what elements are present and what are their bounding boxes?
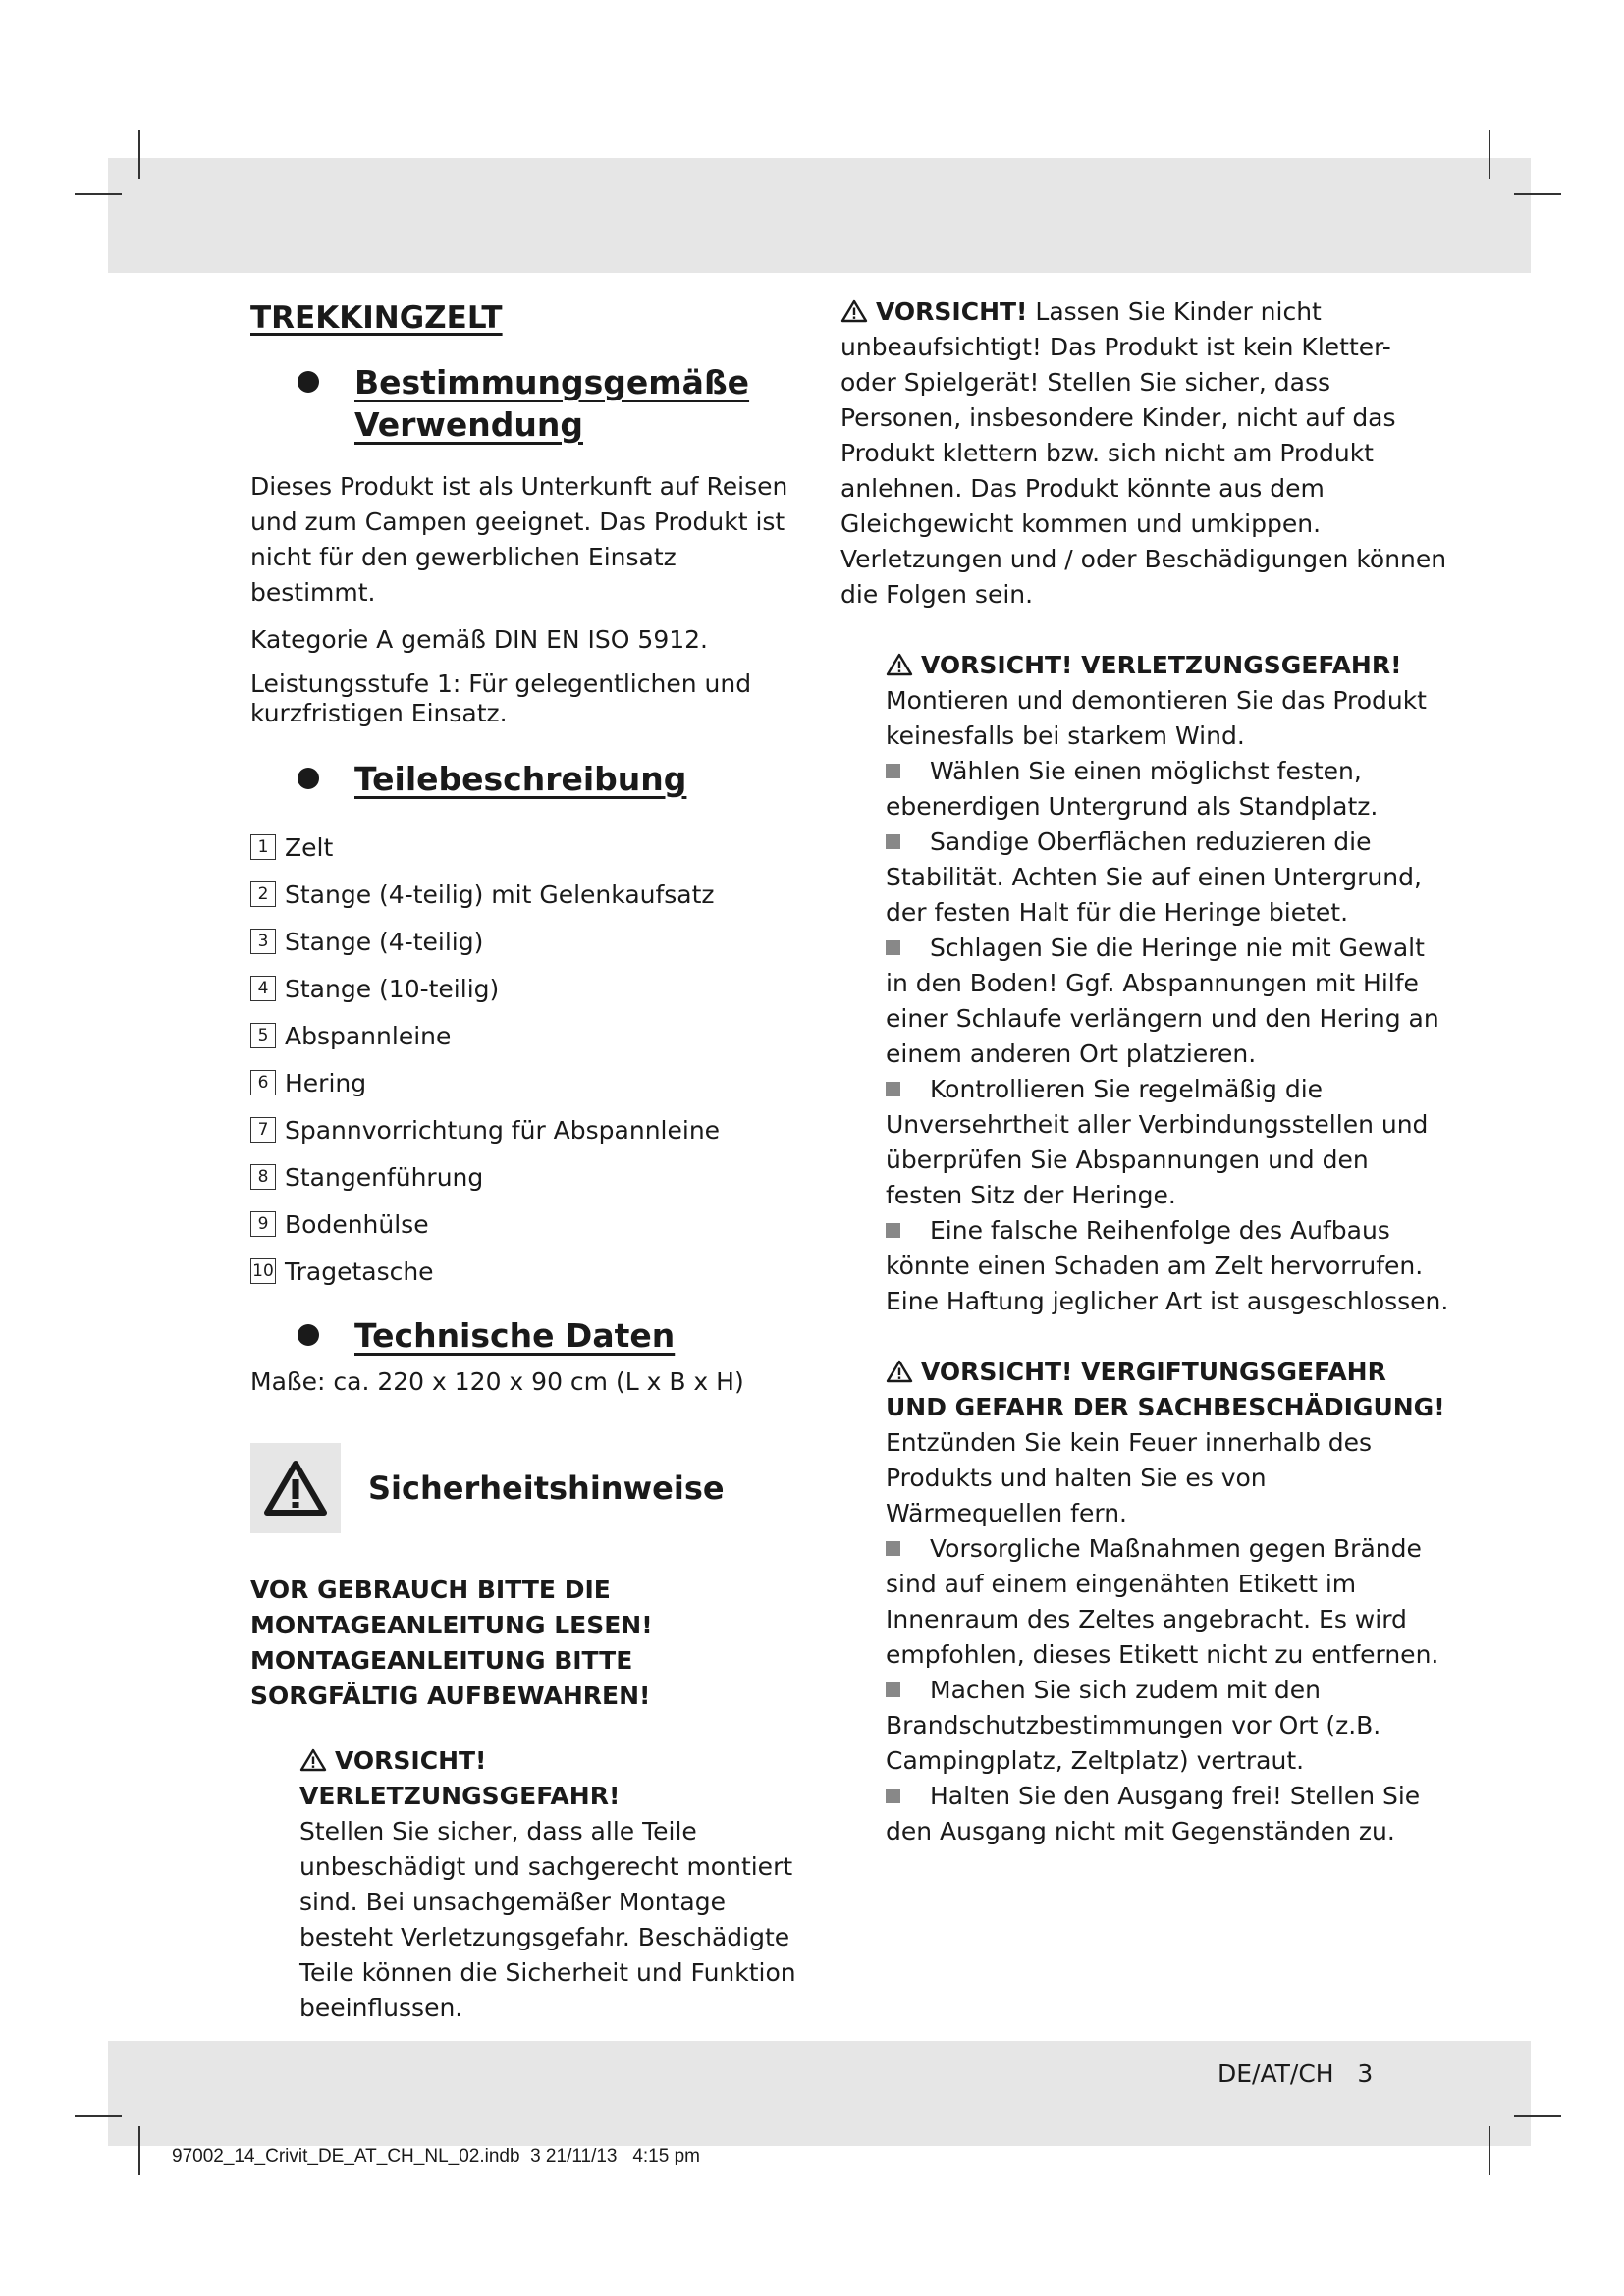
list-item	[886, 754, 1449, 825]
square-bullet-icon	[886, 1223, 900, 1238]
part-number: 10	[250, 1258, 276, 1284]
crop-mark	[138, 2126, 140, 2175]
right-column	[840, 294, 1449, 1885]
section-heading-usage	[298, 361, 800, 446]
part-label: Stange (10-teilig)	[285, 974, 500, 1003]
warning-text: Lassen Sie Kinder nicht unbeaufsichtigt! Das Produkt ist kein Kletter- oder Spielgerät! Stellen Sie sicher, dass Personen, insbesondere Kinder, nicht auf das Produkt klettern bzw. sich nicht am Produkt anlehnen. Das Produkt könnte aus dem Gleichgewicht kommen und umkippen. Verletzungen und / oder Beschädigungen können die Folgen sein.	[840, 297, 1447, 609]
list-item	[886, 1072, 1449, 1213]
warning-heading-text: VORSICHT! VERLETZUNGSGEFAHR!	[921, 651, 1402, 679]
warning-block	[886, 648, 1449, 1319]
list-item	[250, 1248, 800, 1295]
list-item	[886, 1779, 1449, 1849]
section-heading-tech	[298, 1314, 800, 1357]
part-number: 9	[250, 1211, 276, 1237]
list-item	[250, 1059, 800, 1106]
square-bullet-icon	[886, 764, 900, 778]
warning-text: Stellen Sie sicher, dass alle Teile unbeschädigt und sachgerecht montiert sind. Bei unsachgemäßer Montage besteht Verletzungsgefahr. Beschädigte Teile können die Sicherheit und Funktion beeinflussen.	[299, 1817, 796, 2022]
page-title: TREKKINGZELT	[250, 300, 503, 336]
warning-block	[840, 294, 1449, 613]
square-bullet-icon	[886, 1541, 900, 1556]
list-item	[886, 931, 1449, 1072]
list-item	[250, 1201, 800, 1248]
part-number: 4	[250, 976, 276, 1001]
crop-mark	[75, 193, 122, 195]
warning-heading: VORSICHT! VERGIFTUNGSGEFAHR UND GEFAHR DER SACHBESCHÄDIGUNG!	[886, 1358, 1445, 1421]
section-heading-parts	[298, 758, 800, 800]
part-number: 8	[250, 1164, 276, 1190]
crop-mark	[138, 130, 140, 179]
list-item	[886, 1531, 1449, 1673]
square-bullet-icon	[886, 940, 900, 955]
crop-mark	[75, 2115, 122, 2117]
warning-heading-text: VORSICHT! VERLETZUNGSGEFAHR!	[299, 1746, 621, 1810]
read-instructions-notice: VOR GEBRAUCH BITTE DIE MONTAGEANLEITUNG LESEN!	[250, 1575, 653, 1639]
print-slug: 97002_14_Crivit_DE_AT_CH_NL_02.indb 3 21/11/13 4:15 pm	[172, 2146, 700, 2166]
list-item-text: Kontrollieren Sie regelmäßig die Unversehrtheit aller Verbindungsstellen und überprüfen Sie Abspannungen und den festen Sitz der Heringe.	[886, 1075, 1429, 1209]
list-item	[250, 871, 800, 918]
part-number: 1	[250, 834, 276, 860]
warning-text: Entzünden Sie kein Feuer innerhalb des Produkts und halten Sie es von Wärmequellen fern.	[886, 1428, 1373, 1527]
crop-mark	[1489, 2126, 1490, 2175]
list-item	[250, 824, 800, 871]
part-label: Stange (4-teilig)	[285, 927, 484, 956]
crop-mark	[1489, 130, 1490, 179]
part-label: Stangenführung	[285, 1162, 484, 1192]
warning-heading	[886, 648, 1449, 683]
list-item	[886, 1673, 1449, 1779]
bullet-icon	[298, 768, 319, 789]
warning-triangle-icon	[840, 299, 868, 323]
crop-mark	[1514, 193, 1561, 195]
left-column	[250, 294, 800, 2038]
list-item	[250, 1106, 800, 1153]
part-label: Abspannleine	[285, 1021, 452, 1050]
list-item-text: Wählen Sie einen möglichst festen, ebenerdigen Untergrund als Standplatz.	[886, 757, 1379, 821]
page-number: DE/AT/CH 3	[1218, 2059, 1374, 2088]
dimensions-text: Maße: ca. 220 x 120 x 90 cm (L x B x H)	[250, 1367, 744, 1396]
part-number: 6	[250, 1070, 276, 1095]
list-item-text: Halten Sie den Ausgang frei! Stellen Sie den Ausgang nicht mit Gegenständen zu.	[886, 1782, 1421, 1845]
square-bullet-icon	[886, 1682, 900, 1697]
square-bullet-icon	[886, 834, 900, 849]
square-bullet-icon	[886, 1082, 900, 1096]
keep-instructions-notice: MONTAGEANLEITUNG BITTE SORGFÄLTIG AUFBEWAHREN!	[250, 1646, 651, 1710]
warning-icon	[250, 1443, 341, 1533]
usage-text: Dieses Produkt ist als Unterkunft auf Reisen und zum Campen geeignet. Das Produkt ist nicht für den gewerblichen Einsatz bestimmt.	[250, 472, 788, 607]
crop-mark	[1514, 2115, 1561, 2117]
part-label: Stange (4-teilig) mit Gelenkaufsatz	[285, 880, 715, 909]
part-label: Bodenhülse	[285, 1209, 429, 1239]
bullet-icon	[298, 371, 319, 393]
list-item-text: Schlagen Sie die Heringe nie mit Gewalt in den Boden! Ggf. Abspannungen mit Hilfe einer Schlaufe verlängern und den Hering an einem anderen Ort platzieren.	[886, 934, 1439, 1068]
bullet-icon	[298, 1324, 319, 1346]
list-item-text: Eine falsche Reihenfolge des Aufbaus könnte einen Schaden am Zelt hervorrufen. Eine Haftung jeglicher Art ist ausgeschlossen.	[886, 1216, 1449, 1315]
part-number: 2	[250, 881, 276, 907]
list-item	[250, 1012, 800, 1059]
safety-title: Sicherheitshinweise	[368, 1469, 725, 1507]
warning-block	[886, 1355, 1449, 1849]
part-label: Hering	[285, 1068, 367, 1097]
list-item-text: Vorsorgliche Maßnahmen gegen Brände sind auf einem eingenähten Etikett im Innenraum des Zeltes angebracht. Es wird empfohlen, dieses Etikett nicht zu entfernen.	[886, 1534, 1439, 1669]
header-band	[108, 158, 1531, 273]
part-number: 7	[250, 1117, 276, 1143]
square-bullet-icon	[886, 1789, 900, 1803]
list-item	[886, 825, 1449, 931]
part-label: Tragetasche	[285, 1256, 434, 1286]
warning-triangle-icon	[886, 1360, 913, 1383]
warning-triangle-icon	[299, 1748, 327, 1772]
section-title: Teilebeschreibung	[354, 760, 687, 798]
footer-band	[108, 2041, 1531, 2146]
part-number: 5	[250, 1023, 276, 1048]
list-item	[250, 918, 800, 965]
section-title: Bestimmungsgemäße Verwendung	[354, 363, 750, 444]
part-number: 3	[250, 929, 276, 954]
part-label: Spannvorrichtung für Abspannleine	[285, 1115, 721, 1145]
list-item-text: Sandige Oberflächen reduzieren die Stabilität. Achten Sie auf einen Untergrund, der festen Halt für die Heringe bietet.	[886, 828, 1422, 927]
warning-heading: VORSICHT!	[876, 297, 1028, 326]
list-item	[250, 965, 800, 1012]
part-label: Zelt	[285, 832, 334, 862]
list-item	[886, 1213, 1449, 1319]
warning-heading	[299, 1743, 800, 1814]
safety-heading	[250, 1443, 800, 1533]
list-item	[250, 1153, 800, 1201]
warning-text: Montieren und demontieren Sie das Produkt keinesfalls bei starkem Wind.	[886, 686, 1427, 750]
warning-block	[299, 1743, 800, 2026]
list-item-text: Machen Sie sich zudem mit den Brandschutzbestimmungen vor Ort (z.B. Campingplatz, Zeltplatz) vertraut.	[886, 1676, 1381, 1775]
section-title: Technische Daten	[354, 1316, 676, 1355]
warning-triangle-icon	[886, 653, 913, 676]
parts-list	[250, 824, 800, 1295]
usage-level: Leistungsstufe 1: Für gelegentlichen und kurzfristigen Einsatz.	[250, 669, 752, 727]
usage-category: Kategorie A gemäß DIN EN ISO 5912.	[250, 625, 708, 654]
